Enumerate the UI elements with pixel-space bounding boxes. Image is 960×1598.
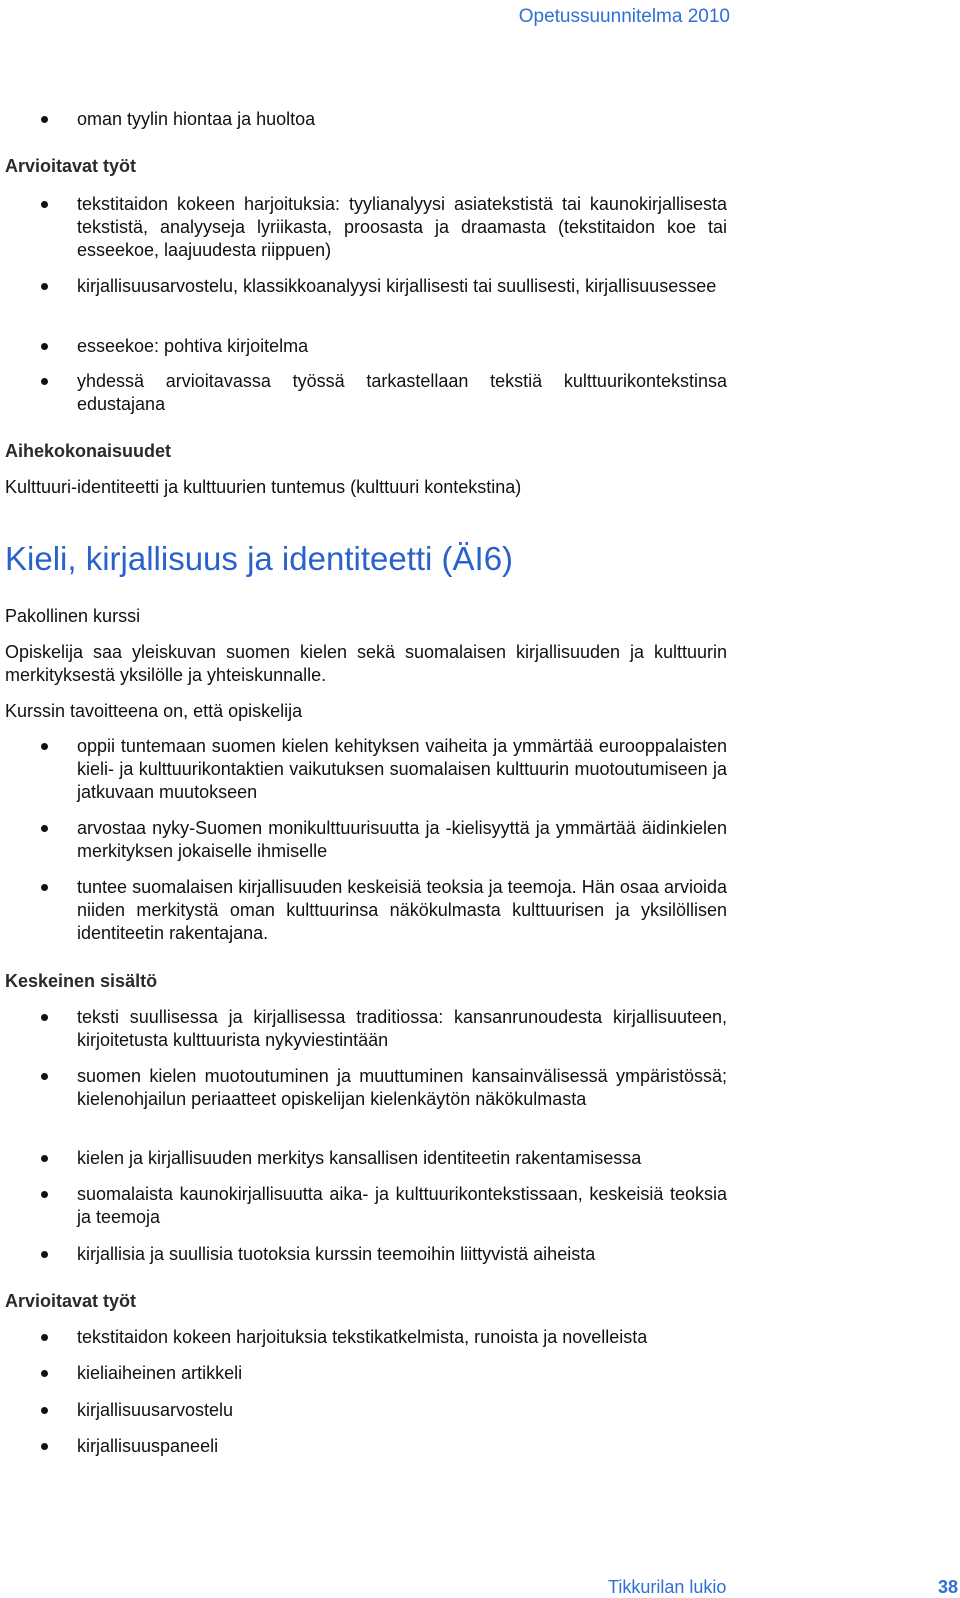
list-item: suomen kielen muotoutuminen ja muuttuminen kansainvälisessä ympäristössä; kielenohjailun periaatteet opiskelijan kielenkäytön näkökulmasta: [5, 1065, 727, 1111]
list-item: oman tyylin hiontaa ja huoltoa: [5, 108, 727, 131]
list-item: kirjallisuusarvostelu, klassikkoanalyysi kirjallisesti tai suullisesti, kirjallisuusessee: [5, 275, 727, 298]
page-header: Opetussuunnitelma 2010: [518, 6, 730, 27]
list-item: suomalaista kaunokirjallisuutta aika- ja kulttuurikontekstissaan, keskeisiä teoksia ja teemoja: [5, 1183, 727, 1229]
course-description: Opiskelija saa yleiskuvan suomen kielen sekä suomalaisen kirjallisuuden ja kulttuurin merkityksestä yksilölle ja yhteiskunnalle.: [5, 642, 727, 685]
assess-list-2-item-3: [5, 1399, 727, 1422]
section-heading-assess-2: Arvioitavat työt: [5, 1291, 137, 1311]
list-item: kielen ja kirjallisuuden merkitys kansallisen identiteetin rakentamisessa: [5, 1147, 727, 1170]
content-item-1: [5, 1006, 727, 1052]
goals-item-3: [5, 876, 727, 945]
goals-intro: Kurssin tavoitteena on, että opiskelija: [5, 701, 303, 721]
goals-item-1: [5, 735, 727, 804]
assess-list-1-item-4: [5, 370, 727, 416]
list-item: yhdessä arvioitavassa työssä tarkastellaan tekstiä kulttuurikontekstinsa edustajana: [5, 370, 727, 416]
list-item: kirjallisia ja suullisia tuotoksia kurssin teemoihin liittyvistä aiheista: [5, 1243, 727, 1266]
course-type: Pakollinen kurssi: [5, 606, 141, 626]
page-number: 38: [938, 1577, 959, 1597]
assess-list-2-item-1: [5, 1326, 727, 1349]
footer-school-name: Tikkurilan lukio: [608, 1577, 727, 1597]
top-list: [5, 108, 727, 131]
list-item: kirjallisuuspaneeli: [5, 1435, 727, 1458]
section-heading-themes: Aihekokonaisuudet: [5, 441, 172, 461]
list-item: tekstitaidon kokeen harjoituksia tekstikatkelmista, runoista ja novelleista: [5, 1326, 727, 1349]
assess-list-2-item-2: [5, 1362, 727, 1385]
section-heading-assess-1: Arvioitavat työt: [5, 156, 137, 176]
list-item: teksti suullisessa ja kirjallisessa traditiossa: kansanrunoudesta kirjallisuuteen, kirjoitetusta kulttuurista nykyviestintään: [5, 1006, 727, 1052]
assess-list-2-item-4: [5, 1435, 727, 1458]
list-item: esseekoe: pohtiva kirjoitelma: [5, 335, 727, 358]
themes-text: Kulttuuri-identiteetti ja kulttuurien tuntemus (kulttuuri kontekstina): [5, 477, 522, 497]
assess-list-1-item-3: [5, 335, 727, 358]
assess-list-1-item-2: [5, 275, 727, 298]
list-item: kirjallisuusarvostelu: [5, 1399, 727, 1422]
list-item: arvostaa nyky-Suomen monikulttuurisuutta ja -kielisyyttä ja ymmärtää äidinkielen merkityksen jokaiselle ihmiselle: [5, 817, 727, 863]
content-item-3: [5, 1147, 727, 1170]
list-item: tuntee suomalaisen kirjallisuuden keskeisiä teoksia ja teemoja. Hän osaa arvioida niiden merkitystä oman kulttuurinsa näkökulmasta kulttuurisen ja yksilöllisen identiteetin rakentajana.: [5, 876, 727, 945]
course-title: Kieli, kirjallisuus ja identiteetti (ÄI6): [5, 540, 514, 577]
content-item-2: [5, 1065, 727, 1111]
list-item: kieliaiheinen artikkeli: [5, 1362, 727, 1385]
list-item: tekstitaidon kokeen harjoituksia: tyylianalyysi asiatekstistä tai kaunokirjallisesta tekstistä, analyyseja lyriikasta, proosasta ja draamasta (tekstitaidon koe tai esseekoe, laajuudesta riippuen): [5, 193, 727, 262]
assess-list-1-item-1: [5, 193, 727, 262]
content-item-5: [5, 1243, 727, 1266]
content-item-4: [5, 1183, 727, 1229]
section-heading-content: Keskeinen sisältö: [5, 971, 158, 991]
list-item: oppii tuntemaan suomen kielen kehityksen vaiheita ja ymmärtää eurooppalaisten kieli- ja kulttuurikontaktien vaikutuksen suomalaisen kulttuurin muotoutumiseen ja jatkuvaan muutokseen: [5, 735, 727, 804]
goals-item-2: [5, 817, 727, 863]
